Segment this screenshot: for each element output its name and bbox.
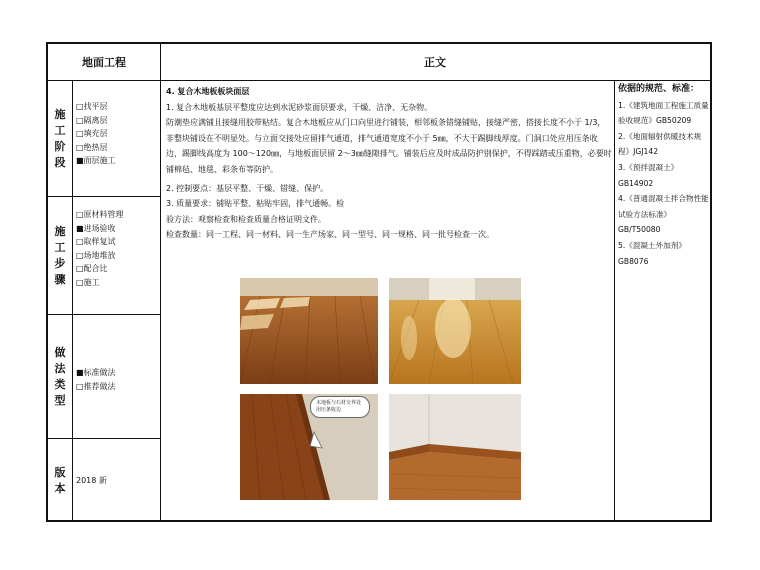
photo-skirting-board <box>389 394 521 500</box>
method-list <box>76 366 116 393</box>
standard-item: 1.《建筑地面工程施工质量验收规范》GB50209 <box>618 100 709 126</box>
left-column-title: 地面工程 <box>82 56 126 69</box>
divider <box>160 44 161 522</box>
content-body <box>166 84 612 243</box>
standard-item: 4.《普通混凝土拌合物性能试验方法标准》GB/T50080 <box>618 194 709 235</box>
stage-list <box>76 100 116 168</box>
paragraph: 防潮垫应满铺且接缝用胶带粘结。复合木地板应从门口向里进行铺装，相邻板条错缝铺贴，接缝严密，搭接长度不小于 1/3，非整块铺设在不明显处。与立面交接处应留排气通道，排气通道宽度不小于 5㎜，不大于踢脚线厚度。门洞口处应用压条收边，踢脚线高度为 100～120㎜，与地板面层留 2～3㎜缝隙排气。铺装后应及时成品防护别保护，不得踩踏或压重物，必要时铺棉毡、地毯、彩条布等防护。 <box>166 118 612 174</box>
photo-callout: 木地板与石材交界处用压条收边 <box>310 396 370 418</box>
photo-wood-floor-sunlit <box>240 278 378 384</box>
list-item: □施工 <box>76 277 100 287</box>
list-item: ■面层施工 <box>76 156 116 165</box>
paragraph: 2. 控制要点：基层平整、干燥、错缝、保护。 <box>166 183 329 193</box>
list-item: □绝热层 <box>76 142 108 152</box>
list-item: □隔离层 <box>76 115 108 125</box>
version-value: 2018 新 <box>76 476 107 485</box>
list-item: □场地堆放 <box>76 250 116 260</box>
standards-title: 依据的规范、标准： <box>618 84 700 94</box>
list-item: □推荐做法 <box>76 381 116 391</box>
paragraph: 验方法：观察检查和检查质量合格证明文件。 <box>166 214 326 224</box>
paragraph: 3. 质量要求：铺贴平整、粘贴牢固，排气通畅。检 <box>166 199 345 209</box>
divider <box>72 80 73 522</box>
list-item: □填充层 <box>76 129 108 138</box>
list-item: ■标准做法 <box>76 368 116 377</box>
divider <box>48 80 710 81</box>
photo-glossy-wood-room <box>389 278 521 384</box>
paragraph: 1. 复合木地板基层平整度应达到水泥砂浆面层要求，干燥、洁净、无杂物。 <box>166 102 433 112</box>
method-label: 做 法 类 型 <box>54 345 66 407</box>
standards-panel <box>618 82 710 269</box>
divider <box>614 80 615 522</box>
version-label: 版 本 <box>54 465 66 495</box>
list-item: ■进场验收 <box>76 223 116 233</box>
standard-item: 5.《混凝土外加剂》GB8076 <box>618 240 686 266</box>
list-item: □取样复试 <box>76 237 116 246</box>
list-item: □原材料管理 <box>76 210 124 219</box>
standard-item: 3.《预拌混凝土》GB14902 <box>618 162 679 188</box>
list-item: □找平层 <box>76 102 108 111</box>
main-column-title: 正文 <box>424 56 446 69</box>
list-item: □配合比 <box>76 264 108 273</box>
steps-label: 施 工 步 骤 <box>54 224 66 286</box>
steps-list <box>76 208 124 289</box>
section-title: 4. 复合木地板板块面层 <box>166 87 250 96</box>
stage-label: 施 工 阶 段 <box>54 107 66 169</box>
document-table <box>46 42 712 522</box>
paragraph: 检查数量：同一工程、同一材料、同一生产场家、同一型号、同一规格、同一批号检查一次。 <box>166 230 494 240</box>
standard-item: 2.《地面辐射供暖技术规程》JGJ142 <box>618 131 702 157</box>
